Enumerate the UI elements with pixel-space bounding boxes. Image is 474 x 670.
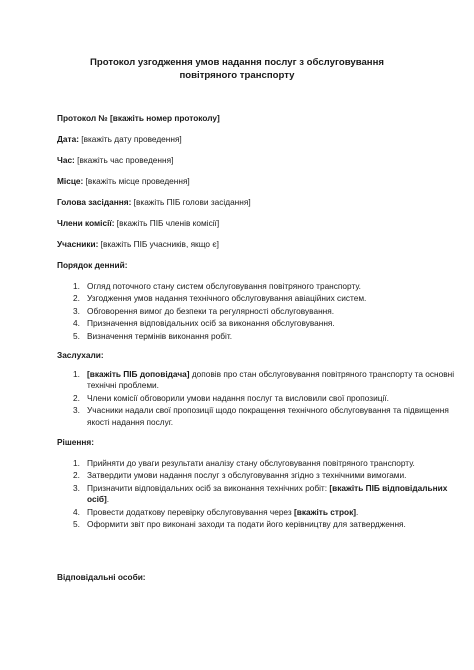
- list-item-text: Обговорення вимог до безпеки та регулярності обслуговування.: [87, 305, 335, 316]
- protocol-number: Протокол № [вкажіть номер протоколу]: [57, 113, 220, 123]
- list-number: 2.: [73, 293, 80, 304]
- field-label: Голова засідання:: [57, 197, 132, 207]
- field-value: [вкажіть дату проведення]: [78, 134, 182, 144]
- responsible-heading: Відповідальні особи:: [57, 572, 146, 582]
- list-number: 2.: [73, 392, 80, 403]
- list-number: 3.: [73, 405, 80, 416]
- field-value: [вкажіть ПІБ учасників, якщо є]: [98, 239, 219, 249]
- list-number: 3.: [73, 482, 80, 493]
- list-item-text: Призначити відповідальних осіб за виконання технічних робіт:: [87, 482, 330, 493]
- field-label: Учасники:: [57, 239, 99, 249]
- list-item-text: Визначення термінів виконання робіт.: [87, 330, 233, 341]
- list-number: 5.: [73, 330, 80, 341]
- field-place: [57, 176, 417, 187]
- field-value: [вкажіть ПІБ голови засідання]: [131, 197, 251, 207]
- agenda-list: [57, 281, 457, 343]
- list-item: [73, 330, 457, 342]
- field-label: Дата:: [57, 134, 79, 144]
- list-item-text: Оформити звіт про виконані заходи та подати його керівництву для затвердження.: [87, 519, 406, 530]
- list-item-text: Призначення відповідальних осіб за виконання обслуговування.: [87, 318, 335, 329]
- heard-heading: Заслухали:: [57, 350, 104, 360]
- list-item: [73, 458, 457, 469]
- list-item-text: Учасники надали свої пропозиції щодо покращення технічного обслуговування та підвищення якості надання послуг.: [87, 405, 449, 427]
- speaker-placeholder: [вкажіть ПІБ доповідача]: [87, 369, 190, 379]
- list-item: [73, 506, 457, 518]
- field-commission: [57, 218, 417, 229]
- decision-list: [57, 458, 457, 532]
- list-item-text: Члени комісії обговорили умови надання послуг та висловили свої пропозиції.: [87, 392, 389, 403]
- list-number: 5.: [73, 519, 80, 530]
- list-item-end: .: [106, 494, 110, 505]
- list-item: [73, 405, 457, 428]
- list-number: 4.: [73, 318, 80, 329]
- list-item: [73, 281, 457, 292]
- field-value: [вкажіть час проведення]: [74, 155, 174, 165]
- heard-list: [57, 369, 457, 429]
- list-item-text: Огляд поточного стану систем обслуговування повітряного транспорту.: [87, 281, 361, 291]
- list-item: [73, 470, 457, 481]
- list-number: 4.: [73, 506, 80, 517]
- list-item: [73, 293, 457, 304]
- list-item-text: Провести додаткову перевірку обслуговування через: [87, 506, 294, 517]
- field-label: Час:: [57, 155, 75, 165]
- responsible-placeholder: [вкажіть ПІБ відповідальних осіб]: [87, 482, 448, 505]
- list-item: [73, 305, 457, 317]
- field-participants: [57, 239, 417, 250]
- list-number: 3.: [73, 305, 80, 316]
- list-item-text: доповів про стан обслуговування повітряного транспорту та основні технічні проблеми.: [87, 369, 455, 391]
- field-label: Місце:: [57, 176, 84, 186]
- list-item-end: .: [356, 506, 359, 517]
- field-value: [вкажіть місце проведення]: [83, 176, 190, 186]
- list-item-text: Узгодження умов надання технічного обслуговування авіаційних систем.: [87, 293, 367, 304]
- list-item-text: Затвердити умови надання послуг з обслуговування згідно з технічними вимогами.: [87, 470, 407, 481]
- list-number: 1.: [73, 281, 80, 291]
- deadline-placeholder: [вкажіть строк]: [293, 506, 357, 517]
- list-item: [73, 392, 457, 404]
- list-number: 2.: [73, 470, 80, 481]
- agenda-heading: Порядок денний:: [57, 260, 128, 270]
- list-item: [73, 482, 457, 506]
- decision-heading: Рішення:: [57, 437, 94, 447]
- field-date: [57, 134, 417, 145]
- list-number: 1.: [73, 458, 80, 468]
- list-item: [73, 318, 457, 329]
- field-label: Члени комісії:: [57, 218, 115, 228]
- list-item: [73, 519, 457, 530]
- list-number: 1.: [73, 369, 80, 379]
- list-item: [73, 369, 457, 392]
- field-chair: [57, 197, 417, 208]
- field-value: [вкажіть ПІБ членів комісії]: [114, 218, 220, 228]
- field-time: [57, 155, 417, 166]
- document-title: Протокол узгодження умов надання послуг з обслуговування повітряного транспорту: [90, 57, 384, 82]
- list-item-text: Прийняти до уваги результати аналізу стану обслуговування повітряного транспорту.: [87, 458, 415, 468]
